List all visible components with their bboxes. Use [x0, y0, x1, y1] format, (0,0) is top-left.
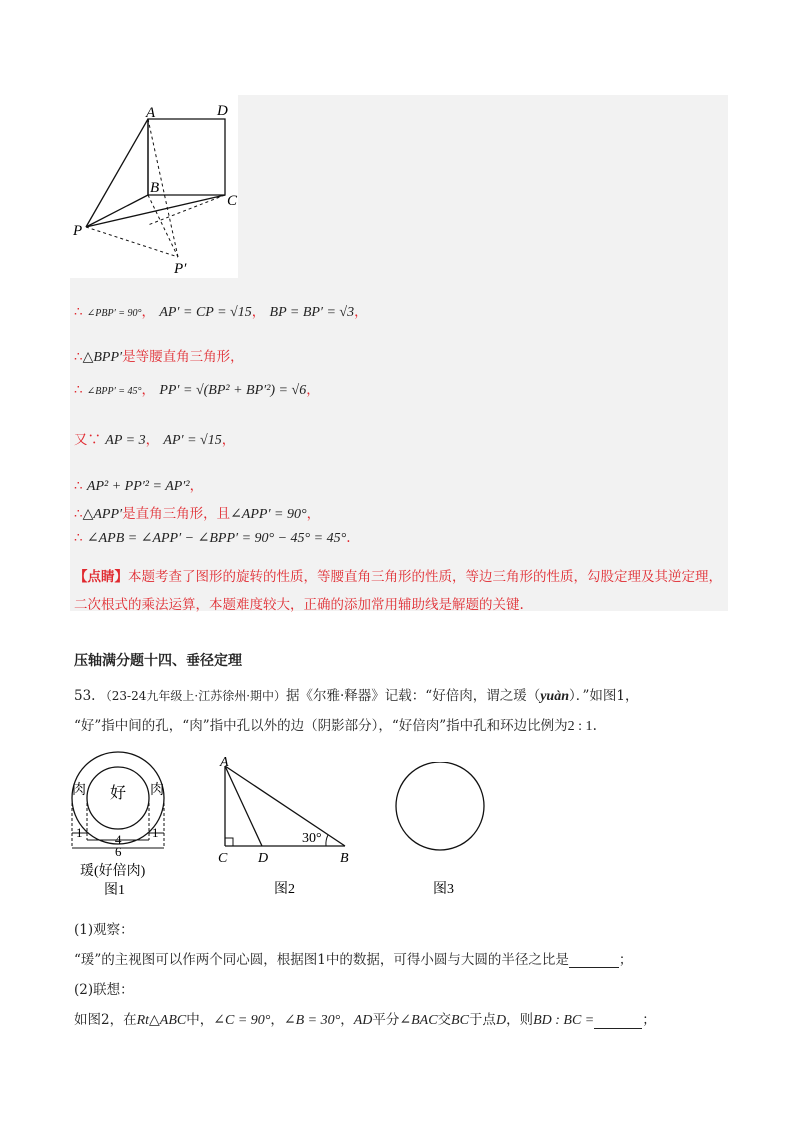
solution-line-5: ∴ AP² + PP′² = AP′²， [74, 478, 204, 494]
label-P: P [73, 223, 83, 239]
figure-2-triangle [210, 752, 360, 897]
label-B: B [150, 180, 160, 196]
question-number: 53. [74, 688, 96, 704]
solution-line-3: ∴ ∠BPP′ = 45°， PP′ = √(BP² + BP′²) = √6， [74, 382, 320, 398]
solution-line-1: ∴ ∠PBP′ = 90°， AP′ = CP = √15， BP = BP′ = √3， [74, 304, 368, 320]
dianjing-tag: 【点睛】 [74, 569, 128, 585]
label-D: D [217, 103, 228, 119]
dianjing-text: 本题考查了图形的旋转的性质，等腰直角三角形的性质，等边三角形的性质，勾股定理及其逆定理，二次根式的乘法运算，本题难度较大，正确的添加常用辅助线是解题的关键. [74, 569, 722, 613]
section-title: 压轴满分题十四、垂径定理 [74, 653, 242, 669]
label-C: C [227, 193, 238, 209]
label-rou-right: 肉 [150, 783, 164, 798]
dianjing-note [74, 563, 724, 619]
label-A: A [146, 105, 156, 121]
label-C: C [218, 851, 228, 866]
solution-line-4: 又∵ AP = 3， AP′ = √15， [74, 432, 236, 448]
label-rou-left: 肉 [72, 783, 86, 798]
fig1-caption: 图1 [104, 883, 125, 898]
fig1-name: 瑗(好倍肉) [80, 864, 146, 879]
question-line-2: “好”指中间的孔，“肉”指中孔以外的边（阴影部分），“好倍肉”指中孔和环边比例为2 : 1. [74, 718, 597, 734]
solution-line-2: ∴△BPP′是等腰直角三角形， [74, 349, 244, 365]
fig3-caption: 图3 [433, 882, 454, 897]
fig2-caption: 图2 [274, 882, 295, 897]
label-hao: 好 [110, 785, 127, 802]
label-B: B [340, 851, 349, 866]
rotation-figure [70, 95, 240, 280]
label-one-right: 1 [152, 825, 159, 840]
label-A: A [220, 755, 229, 770]
question-source: （23-24九年级上·江苏徐州·期中） [99, 689, 287, 703]
part-1-label: (1)观察： [74, 922, 134, 938]
label-one-left: 1 [76, 825, 83, 840]
figure-3-circle [385, 762, 495, 898]
label-four: 4 [115, 832, 122, 847]
angle-30-label: 30° [302, 831, 322, 846]
label-P-prime: P′ [174, 261, 187, 277]
label-six: 6 [115, 844, 122, 859]
answer-blank-2[interactable] [594, 1014, 642, 1029]
question-line-1: 53. （23-24九年级上·江苏徐州·期中）据《尔雅·释器》记载：“好倍肉，谓之瑗（yuàn）．”如图1， [74, 688, 639, 704]
figure-1-ring [70, 748, 175, 898]
label-D: D [258, 851, 269, 866]
part-1-line: “瑗”的主视图可以作两个同心圆，根据图1中的数据，可得小圆与大圆的半径之比是 ； [74, 952, 633, 968]
part-2-label: (2)联想： [74, 982, 134, 998]
solution-line-7: ∴ ∠APB = ∠APP′ − ∠BPP′ = 90° − 45° = 45°. [74, 530, 351, 546]
solution-line-6: ∴△APP′是直角三角形，且∠APP′ = 90°， [74, 506, 321, 522]
part-2-line: 如图2，在Rt△ABC中，∠C = 90°，∠B = 30°，AD平分∠BAC交BC于点D，则BD : BC = ； [74, 1012, 656, 1028]
answer-blank-1[interactable] [569, 953, 619, 968]
